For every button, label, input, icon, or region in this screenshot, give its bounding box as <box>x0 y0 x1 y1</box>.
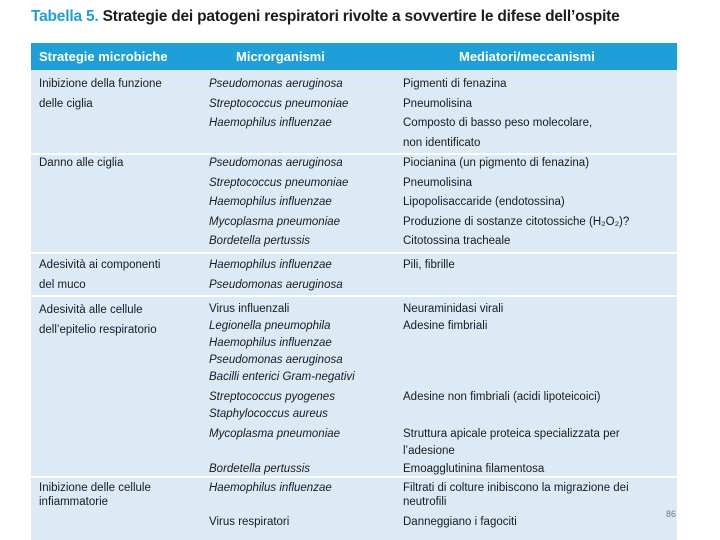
mediator: Adesine fimbriali <box>403 320 488 332</box>
mediator: Lipopolisaccaride (endotossina) <box>403 196 565 208</box>
organism: Mycoplasma pneumoniae <box>209 215 341 228</box>
strategy-line: del muco <box>39 278 86 291</box>
mediator: l’adesione <box>403 445 455 457</box>
mediator: Neuraminidasi virali <box>403 303 504 315</box>
organism: Pseudomonas aeruginosa <box>209 354 343 366</box>
row-5-mediators <box>403 481 629 529</box>
header-strategies: Strategie microbiche <box>39 49 168 64</box>
mediator <box>403 352 620 369</box>
organism: Staphylococcus aureus <box>209 408 328 420</box>
mediator <box>403 369 620 386</box>
organism: Virus influenzali <box>209 303 290 315</box>
page-number: 86 <box>665 509 676 519</box>
row-2-mediators <box>403 154 629 252</box>
mediator <box>403 335 620 352</box>
strategy-line: Danno alle ciglia <box>39 157 124 169</box>
strategy-line: Adesività alle cellule <box>39 304 143 316</box>
organism: Streptococcus pyogenes <box>209 391 335 403</box>
mediator: Filtrati di colture inibiscono la migrazione dei <box>403 482 629 494</box>
organism: Streptococcus pneumoniae <box>209 97 349 110</box>
organism: Bacilli enterici Gram-negativi <box>209 371 355 383</box>
row-3-organisms <box>209 256 343 295</box>
row-1-organisms <box>209 75 348 134</box>
row-3-mediators <box>403 256 455 276</box>
mediator: Adesine non fimbriali (acidi lipoteicoici) <box>403 391 601 403</box>
strategy-line: Adesività ai componenti <box>39 259 161 271</box>
mediator: neutrofili <box>403 496 447 508</box>
table-number: Tabella 5. <box>31 8 99 25</box>
row-5-strategy <box>39 481 151 509</box>
mediator: Emoagglutinina filamentosa <box>403 463 545 475</box>
mediator: Piocianina (un pigmento di fenazina) <box>403 157 590 169</box>
mediator: Danneggiano i fagociti <box>403 516 517 528</box>
organism: Haemophilus influenzae <box>209 259 332 271</box>
mediator: Pneumolisina <box>403 176 473 189</box>
row-divider <box>31 295 677 297</box>
row-1-mediators <box>403 75 592 153</box>
row-2-strategy <box>39 154 123 174</box>
table-title <box>31 8 620 26</box>
strategy-line: Inibizione della funzione <box>39 78 162 90</box>
organism: Pseudomonas aeruginosa <box>209 157 343 169</box>
mediator: Pili, fibrille <box>403 259 455 271</box>
mediator: Composto di basso peso molecolare, <box>403 117 593 129</box>
organism: Haemophilus influenzae <box>209 482 332 494</box>
header-organisms: Microrganismi <box>236 49 325 64</box>
organism: Legionella pneumophila <box>209 320 331 332</box>
row-4-mediators <box>403 301 620 478</box>
strategy-line: Inibizione delle cellule <box>39 482 151 494</box>
header-mediators: Mediatori/meccanismi <box>459 49 595 64</box>
row-5-organisms <box>209 481 332 529</box>
organism: Mycoplasma pneumoniae <box>209 428 341 440</box>
organism <box>209 443 355 460</box>
mediator: Struttura apicale proteica specializzata per <box>403 428 620 440</box>
mediator <box>403 406 620 423</box>
row-4-organisms <box>209 301 355 478</box>
organism <box>209 495 332 509</box>
table-panel <box>31 43 677 540</box>
organism: Bordetella pertussis <box>209 235 310 247</box>
row-2-organisms <box>209 154 348 252</box>
organism: Pseudomonas aeruginosa <box>209 78 343 90</box>
mediator: non identificato <box>403 136 481 149</box>
organism: Virus respiratori <box>209 516 290 528</box>
table-title-text: Strategie dei patogeni respiratori rivolte a sovvertire le difese dell’ospite <box>102 8 620 25</box>
organism: Streptococcus pneumoniae <box>209 176 349 189</box>
strategy-line: infiammatorie <box>39 496 109 508</box>
organism: Haemophilus influenzae <box>209 117 332 129</box>
row-divider <box>31 252 677 254</box>
row-divider <box>31 476 677 478</box>
organism: Bordetella pertussis <box>209 463 310 475</box>
organism: Haemophilus influenzae <box>209 196 332 208</box>
row-1-strategy <box>39 75 162 114</box>
organism: Pseudomonas aeruginosa <box>209 278 343 291</box>
mediator: Citotossina tracheale <box>403 235 511 247</box>
row-4-strategy <box>39 301 157 340</box>
strategy-line: dell’epitelio respiratorio <box>39 323 157 336</box>
mediator: Pigmenti di fenazina <box>403 78 507 90</box>
mediator: Pneumolisina <box>403 97 473 110</box>
strategy-line: delle ciglia <box>39 97 93 110</box>
table-header <box>31 43 677 70</box>
organism: Haemophilus influenzae <box>209 337 332 349</box>
mediator: Produzione di sostanze citotossiche (H₂O₂)? <box>403 215 630 228</box>
row-3-strategy <box>39 256 160 295</box>
